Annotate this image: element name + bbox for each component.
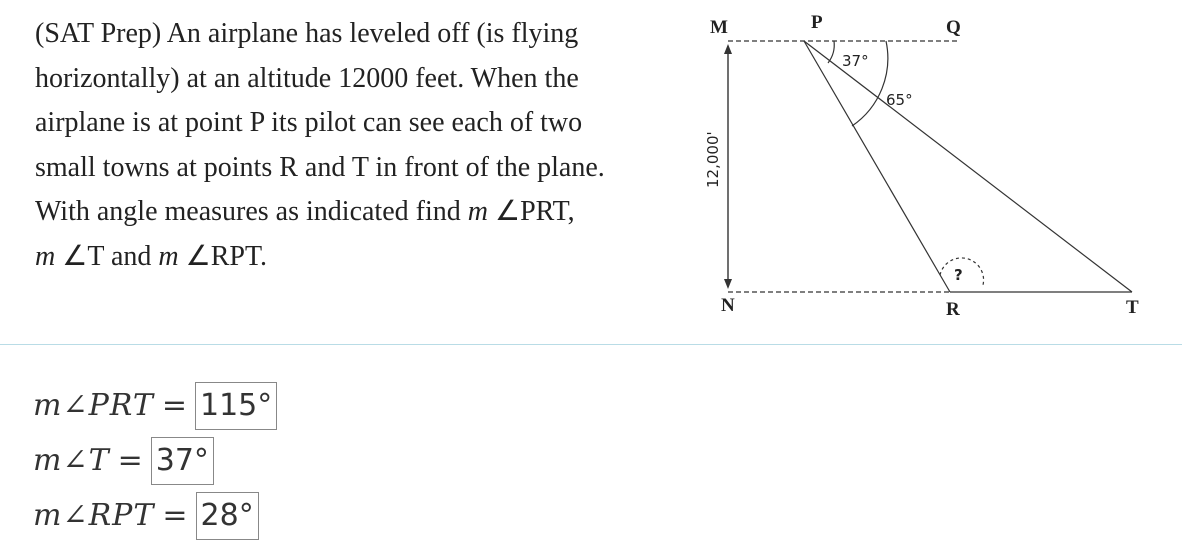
equals-sign: = — [161, 388, 187, 423]
problem-line-5-text: With angle measures as indicated find — [35, 196, 468, 227]
label-q: Q — [946, 17, 961, 38]
answer-label: m∠T — [33, 443, 110, 478]
label-t: T — [1126, 297, 1139, 318]
equals-sign: = — [162, 498, 188, 533]
problem-text — [35, 12, 695, 279]
label-m: M — [710, 17, 728, 38]
m-symbol: m — [158, 240, 179, 272]
m-symbol: m — [35, 240, 56, 272]
segment-pr — [804, 41, 950, 292]
problem-line-3: airplane is at point P its pilot can see each of two — [35, 107, 583, 138]
label-p: P — [811, 12, 823, 33]
altitude-label: 12,000' — [704, 131, 722, 188]
angle-label-65: 65° — [886, 91, 913, 109]
label-n: N — [721, 295, 735, 316]
answer-label: m∠RPT — [33, 498, 155, 533]
arrow-up-icon — [724, 44, 732, 54]
angle-t-label: ∠T — [62, 240, 104, 272]
answer-input[interactable]: 37° — [151, 437, 214, 485]
answer-label: m∠PRT — [33, 388, 154, 423]
angle-rpt-label: ∠RPT. — [185, 240, 267, 272]
angle-label-unknown: ? — [954, 266, 963, 284]
answer-input[interactable]: 115° — [195, 382, 277, 430]
label-r: R — [946, 299, 960, 320]
answer-row-rpt — [33, 488, 277, 543]
problem-line-2: horizontally) at an altitude 12000 feet. When the — [35, 62, 579, 94]
arrow-down-icon — [724, 279, 732, 289]
equals-sign: = — [117, 443, 143, 478]
m-symbol: m — [467, 196, 488, 227]
problem-line-5 — [35, 190, 695, 235]
answer-row-t — [33, 433, 277, 488]
section-divider — [0, 344, 1182, 345]
segment-pt — [804, 41, 1132, 292]
problem-line-6 — [35, 235, 695, 280]
answer-input[interactable]: 28° — [196, 492, 259, 540]
problem-line-1: (SAT Prep) An airplane has leveled off (is flying — [35, 18, 579, 49]
answer-row-prt — [33, 378, 277, 433]
angle-label-37: 37° — [842, 52, 869, 70]
problem-line-4: small towns at points R and T in front of the plane. — [35, 151, 605, 183]
angle-prt-label: ∠PRT, — [494, 196, 575, 227]
and-text: and — [110, 240, 152, 272]
answers-panel — [33, 378, 277, 543]
geometry-figure — [690, 0, 1160, 330]
